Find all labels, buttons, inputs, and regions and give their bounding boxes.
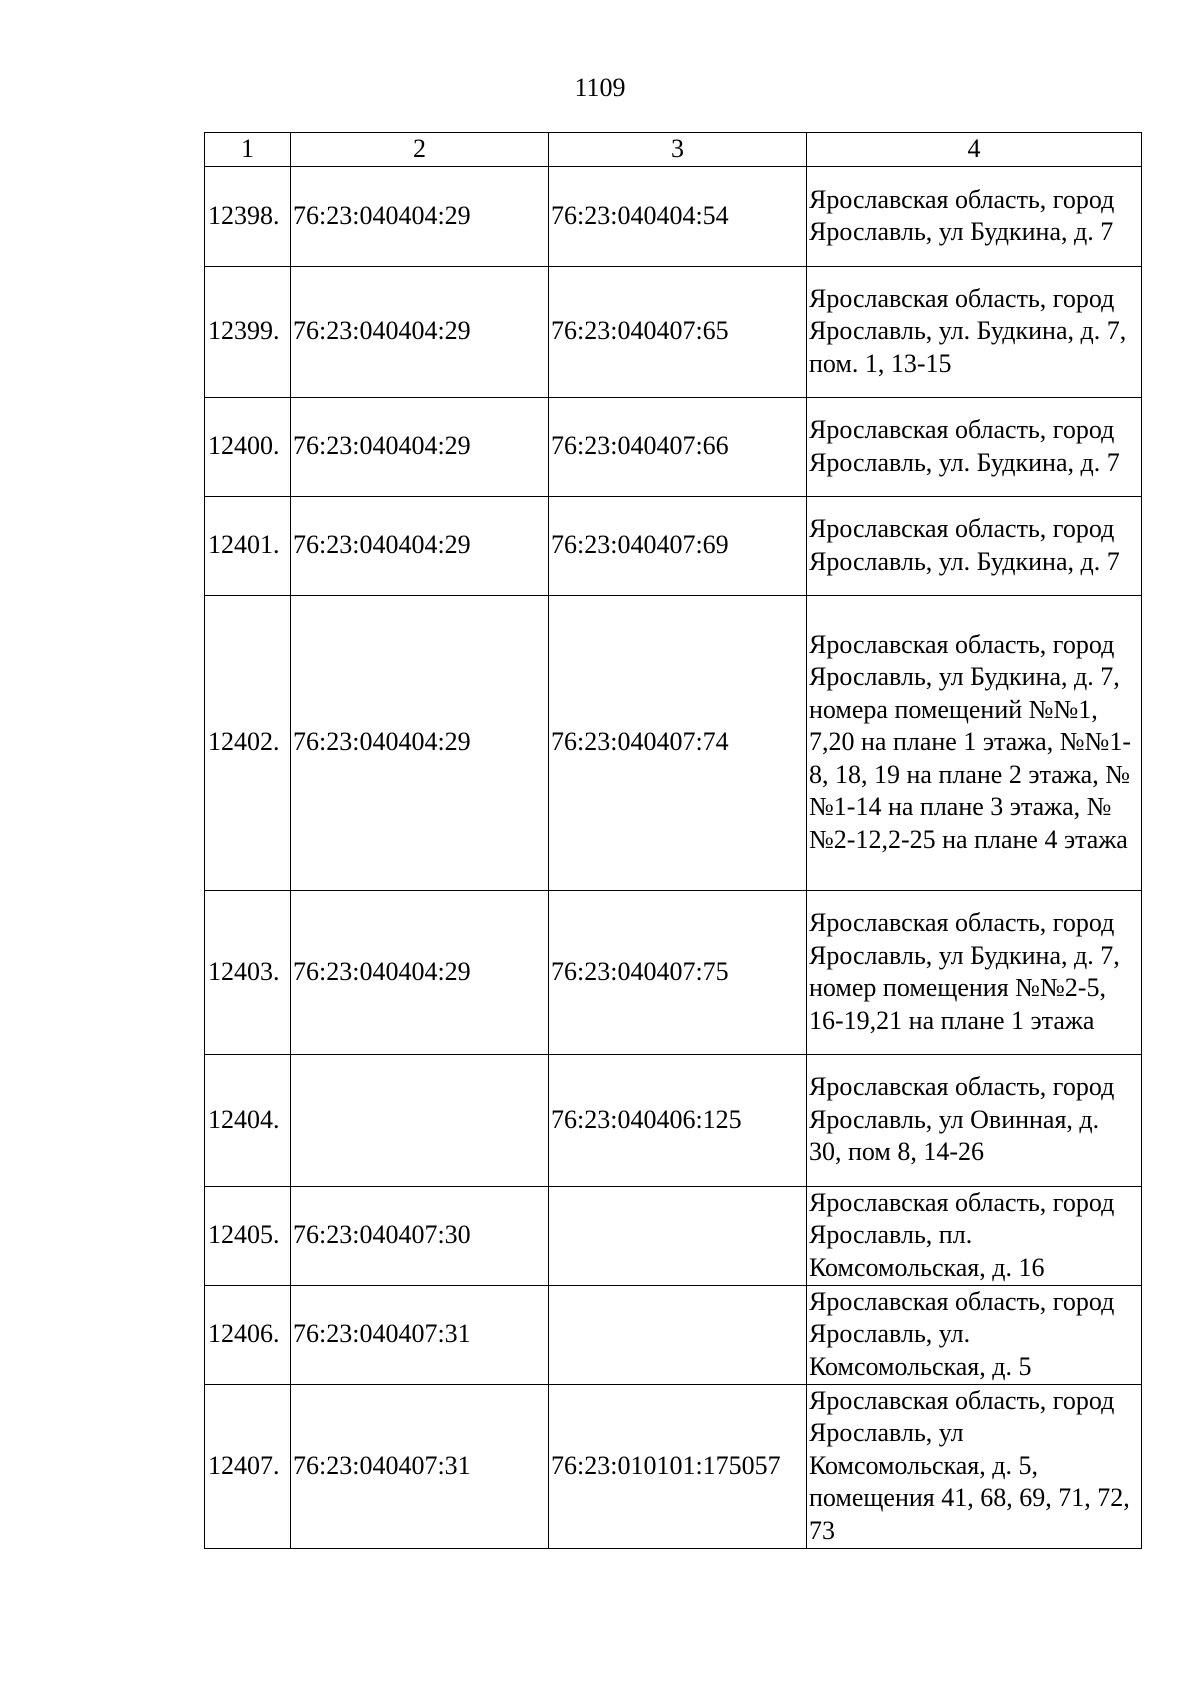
row-number-cell: 12407. [205,1384,291,1548]
object-number-cell: 76:23:040407:65 [549,266,807,397]
table-row [205,1054,1142,1186]
address-cell: Ярославская область, город Ярославль, ул. Будкина, д. 7, пом. 1, 13-15 [807,266,1142,397]
row-number-cell: 12406. [205,1285,291,1384]
header-col-1: 1 [205,133,291,167]
parcel-number-cell: 76:23:040404:29 [291,266,549,397]
row-number-cell: 12403. [205,890,291,1054]
table-row [205,890,1142,1054]
row-number-cell: 12401. [205,496,291,595]
parcel-number-cell: 76:23:040404:29 [291,595,549,890]
parcel-number-cell: 76:23:040404:29 [291,397,549,496]
row-number-cell: 12398. [205,166,291,266]
table-row [205,1285,1142,1384]
address-cell: Ярославская область, город Ярославль, ул Будкина, д. 7 [807,166,1142,266]
table-row [205,496,1142,595]
row-number-cell: 12402. [205,595,291,890]
address-cell: Ярославская область, город Ярославль, ул. Комсомольская, д. 5 [807,1285,1142,1384]
row-number-cell: 12405. [205,1186,291,1285]
object-number-cell: 76:23:040407:66 [549,397,807,496]
object-number-cell [549,1285,807,1384]
parcel-number-cell: 76:23:040404:29 [291,496,549,595]
address-cell: Ярославская область, город Ярославль, ул Будкина, д. 7, номер помещения №№2-5, 16-19,21 на плане 1 этажа [807,890,1142,1054]
parcel-number-cell: 76:23:040404:29 [291,166,549,266]
object-number-cell: 76:23:010101:175057 [549,1384,807,1548]
table-row [205,595,1142,890]
address-cell: Ярославская область, город Ярославль, ул Будкина, д. 7, номера помещений №№1, 7,20 на плане 1 этажа, №№1-8, 18, 19 на плане 2 этажа, №№1-14 на плане 3 этажа, №№2-12,2-25 на плане 4 этажа [807,595,1142,890]
registry-table [204,132,1142,1549]
object-number-cell: 76:23:040407:74 [549,595,807,890]
table-row [205,166,1142,266]
parcel-number-cell: 76:23:040407:31 [291,1285,549,1384]
address-cell: Ярославская область, город Ярославль, пл. Комсомольская, д. 16 [807,1186,1142,1285]
header-col-2: 2 [291,133,549,167]
object-number-cell: 76:23:040404:54 [549,166,807,266]
parcel-number-cell: 76:23:040407:30 [291,1186,549,1285]
address-cell: Ярославская область, город Ярославль, ул Овинная, д. 30, пом 8, 14-26 [807,1054,1142,1186]
table-row [205,1186,1142,1285]
object-number-cell: 76:23:040407:69 [549,496,807,595]
row-number-cell: 12399. [205,266,291,397]
address-cell: Ярославская область, город Ярославль, ул Комсомольская, д. 5, помещения 41, 68, 69, 71, 72, 73 [807,1384,1142,1548]
row-number-cell: 12400. [205,397,291,496]
row-number-cell: 12404. [205,1054,291,1186]
parcel-number-cell: 76:23:040404:29 [291,890,549,1054]
object-number-cell: 76:23:040407:75 [549,890,807,1054]
object-number-cell: 76:23:040406:125 [549,1054,807,1186]
table-row [205,397,1142,496]
header-row [205,133,1142,167]
parcel-number-cell [291,1054,549,1186]
address-cell: Ярославская область, город Ярославль, ул. Будкина, д. 7 [807,496,1142,595]
table-row [205,266,1142,397]
address-cell: Ярославская область, город Ярославль, ул. Будкина, д. 7 [807,397,1142,496]
parcel-number-cell: 76:23:040407:31 [291,1384,549,1548]
header-col-4: 4 [807,133,1142,167]
object-number-cell [549,1186,807,1285]
header-col-3: 3 [549,133,807,167]
table-row [205,1384,1142,1548]
page-number: 1109 [574,73,626,102]
